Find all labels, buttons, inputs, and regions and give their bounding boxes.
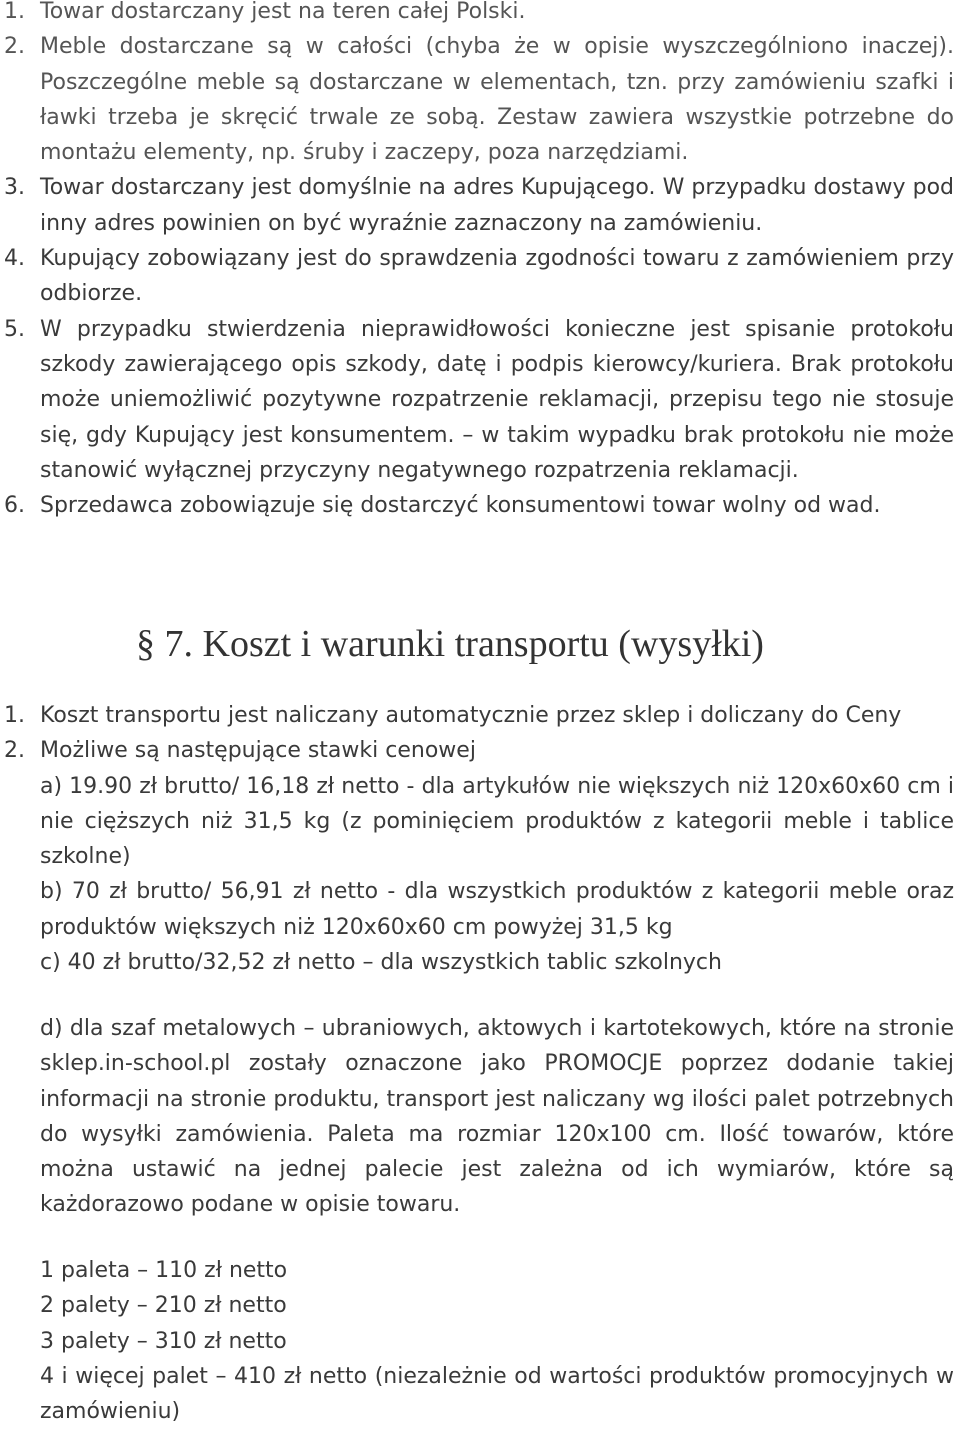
- list-item: [0, 733, 960, 980]
- list-item: [0, 170, 960, 241]
- transport-cost-list: [0, 698, 960, 980]
- list-item: [0, 29, 960, 170]
- list-item: [0, 241, 960, 312]
- rate-option-d: d) dla szaf metalowych – ubraniowych, aktowych i kartotekowych, które na stronie sklep.in-school.pl zostały oznaczone jako PROMOCJE poprzez dodanie takiej informacji na stronie produktu, transport jest naliczany wg ilości palet potrzebnych do wysyłki zamówienia. Paleta ma rozmiar 120x100 cm. Ilość towarów, które można ustawić na jednej palecie jest zależna od ich wymiarów, które są każdorazowo podane w opisie towaru.: [40, 1016, 954, 1218]
- list-item: [0, 0, 960, 29]
- list-item-number: 1.: [4, 0, 25, 24]
- pallet-price-item: 2 palety – 210 zł netto: [40, 1293, 287, 1319]
- list-item: [0, 312, 960, 488]
- list-item: [0, 698, 960, 733]
- list-item-text: Sprzedawca zobowiązuje się dostarczyć konsumentowi towar wolny od wad.: [40, 493, 881, 519]
- rate-option-c: c) 40 zł brutto/32,52 zł netto – dla wszystkich tablic szkolnych: [40, 950, 722, 976]
- list-item-number: 2.: [4, 738, 25, 764]
- list-item-number: 6.: [4, 493, 25, 519]
- section-heading: § 7. Koszt i warunki transportu (wysyłki): [136, 623, 764, 665]
- pallet-price-item: 4 i więcej palet – 410 zł netto (niezależnie od wartości produktów promocyjnych w zamówieniu): [40, 1363, 954, 1425]
- list-item-text: Towar dostarczany jest domyślnie na adres Kupującego. W przypadku dostawy pod inny adres powinien on być wyraźnie zaznaczony na zamówieniu.: [40, 175, 954, 236]
- list-item: [0, 488, 960, 523]
- list-item-text: W przypadku stwierdzenia nieprawidłowości konieczne jest spisanie protokołu szkody zawierającego opis szkody, datę i podpis kierowcy/kuriera. Brak protokołu może uniemożliwić pozytywne rozpatrzenie reklamacji, przepisu tego nie stosuje się, gdy Kupujący jest konsumentem. – w takim wypadku brak protokołu nie może stanowić wyłącznej przyczyny negatywnego rozpatrzenia reklamacji.: [40, 316, 954, 483]
- list-item-number: 1.: [4, 703, 25, 728]
- list-item-number: 2.: [4, 34, 25, 60]
- list-item-text: Koszt transportu jest naliczany automatycznie przez sklep i doliczany do Ceny: [40, 703, 902, 728]
- list-item-number: 5.: [4, 316, 25, 342]
- rate-option-a: a) 19.90 zł brutto/ 16,18 zł netto - dla artykułów nie większych niż 120x60x60 cm i nie cięższych niż 31,5 kg (z pominięciem produktów z kategorii meble i tablice szkolne): [40, 773, 954, 870]
- list-item-text: Możliwe są następujące stawki cenowej: [40, 738, 476, 764]
- pallet-price-item: 3 palety – 310 zł netto: [40, 1328, 287, 1354]
- list-item-text: Meble dostarczane są w całości (chyba że w opisie wyszczególniono inaczej). Poszczególne meble są dostarczane w elementach, tzn. przy zamówieniu szafki i ławki trzeba je skręcić trwale ze sobą. Zestaw zawiera wszystkie potrzebne do montażu elementy, np. śruby i zaczepy, poza narzędziami.: [40, 34, 954, 166]
- delivery-terms-list: [0, 0, 960, 523]
- list-item-number: 3.: [4, 175, 25, 201]
- pallet-price-list: [40, 1253, 954, 1429]
- pallet-price-item: 1 paleta – 110 zł netto: [40, 1258, 288, 1283]
- list-item-number: 4.: [4, 246, 25, 272]
- list-item-text: Kupujący zobowiązany jest do sprawdzenia zgodności towaru z zamówieniem przy odbiorze.: [40, 246, 954, 307]
- rate-option-b: b) 70 zł brutto/ 56,91 zł netto - dla wszystkich produktów z kategorii meble oraz produktów większych niż 120x60x60 cm powyżej 31,5 kg: [40, 879, 954, 940]
- list-item-text: Towar dostarczany jest na teren całej Polski.: [40, 0, 526, 24]
